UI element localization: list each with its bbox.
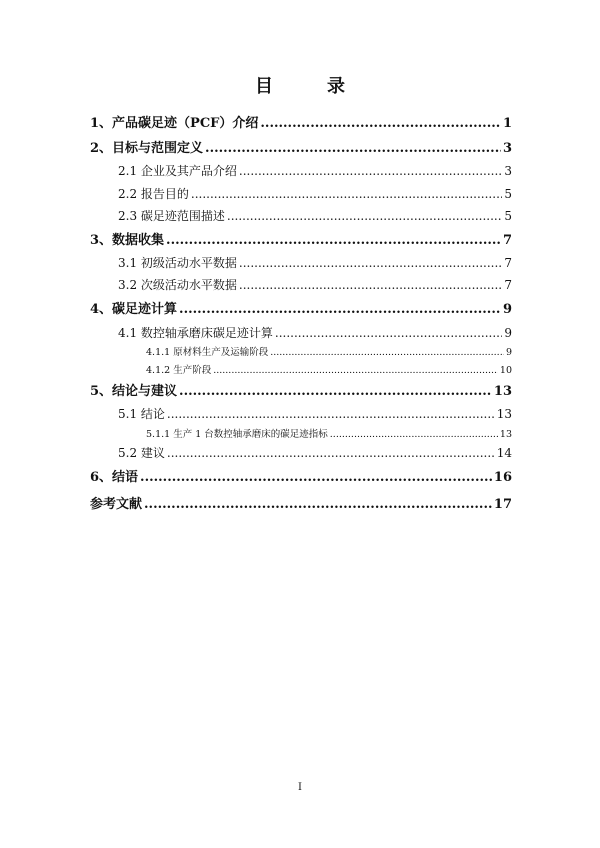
dot-leader <box>260 116 501 131</box>
toc-entry-page: 14 <box>496 446 512 460</box>
toc-entry-label: 6、结语 <box>90 470 139 485</box>
toc-entry[interactable] <box>90 380 512 399</box>
dot-leader <box>191 187 502 201</box>
toc-entry-page: 1 <box>502 116 512 131</box>
toc-entry-page: 9 <box>502 302 512 317</box>
toc-entry-page: 10 <box>499 365 512 376</box>
dot-leader <box>179 302 501 317</box>
toc-entry-label: 4.1.1 原材料生产及运输阶段 <box>146 347 269 358</box>
dot-leader <box>140 470 492 485</box>
toc-entry[interactable] <box>90 444 512 461</box>
dot-leader <box>227 209 502 223</box>
toc-entry-label: 5.1.1 生产 1 台数控轴承磨床的碳足迹指标 <box>146 429 328 440</box>
toc-entry[interactable] <box>90 137 512 156</box>
dot-leader <box>167 446 495 460</box>
toc-entry[interactable] <box>90 254 512 271</box>
dot-leader <box>330 429 498 440</box>
toc-entry-label: 5.1 结论 <box>118 407 165 421</box>
toc-entry[interactable] <box>90 185 512 202</box>
toc-entry-label: 5、结论与建议 <box>90 384 178 399</box>
toc-entry-label: 4.1 数控轴承磨床碳足迹计算 <box>118 326 273 340</box>
dot-leader <box>239 164 502 178</box>
toc-entry[interactable] <box>90 298 512 317</box>
toc-entry[interactable] <box>90 426 512 440</box>
toc-entry[interactable] <box>90 112 512 131</box>
toc-entry-page: 13 <box>496 407 512 421</box>
dot-leader <box>205 141 501 156</box>
toc-entry-page: 9 <box>504 326 512 340</box>
toc-entry-page: 7 <box>504 256 512 270</box>
toc-entry-label: 3、数据收集 <box>90 233 165 248</box>
toc-entry-label: 2.3 碳足迹范围描述 <box>118 209 225 223</box>
toc-entry-page: 3 <box>502 141 512 156</box>
toc-entry-page: 17 <box>493 497 512 512</box>
dot-leader <box>144 497 492 512</box>
toc-entry-label: 参考文献 <box>90 497 143 512</box>
toc-entry-label: 2.2 报告目的 <box>118 187 189 201</box>
toc-entry[interactable] <box>90 324 512 341</box>
toc-entry-page: 7 <box>502 233 512 248</box>
toc-entry-page: 13 <box>493 384 512 399</box>
toc-entry[interactable] <box>90 344 512 358</box>
dot-leader <box>270 347 504 358</box>
toc-entry-label: 2、目标与范围定义 <box>90 141 204 156</box>
toc-entry-label: 3.2 次级活动水平数据 <box>118 278 237 292</box>
toc-entry-page: 5 <box>504 187 512 201</box>
toc-entry-label: 4、碳足迹计算 <box>90 302 178 317</box>
toc-entry-label: 2.1 企业及其产品介绍 <box>118 164 237 178</box>
toc-entry-label: 3.1 初级活动水平数据 <box>118 256 237 270</box>
dot-leader <box>239 256 502 270</box>
toc-entry[interactable] <box>90 276 512 293</box>
dot-leader <box>213 365 498 376</box>
toc-entry[interactable] <box>90 466 512 485</box>
toc-entry-page: 13 <box>499 429 512 440</box>
toc-entry[interactable] <box>90 362 512 376</box>
toc-entry-label: 4.1.2 生产阶段 <box>146 365 212 376</box>
toc-entry-page: 9 <box>505 347 512 358</box>
toc-entry-page: 5 <box>504 209 512 223</box>
page-number: I <box>298 782 302 793</box>
dot-leader <box>167 407 495 421</box>
toc-entry-page: 3 <box>504 164 512 178</box>
toc-entry-page: 16 <box>493 470 512 485</box>
toc-entry-label: 5.2 建议 <box>118 446 165 460</box>
toc-entry[interactable] <box>90 405 512 422</box>
toc-entry[interactable] <box>90 229 512 248</box>
dot-leader <box>166 233 501 248</box>
toc-title: 目 录 <box>255 76 363 97</box>
dot-leader <box>239 278 502 292</box>
toc-entry[interactable] <box>90 207 512 224</box>
toc-entry[interactable] <box>90 493 512 512</box>
toc-entry-label: 1、产品碳足迹（PCF）介绍 <box>90 116 259 131</box>
dot-leader <box>179 384 492 399</box>
toc-entry[interactable] <box>90 162 512 179</box>
dot-leader <box>275 326 502 340</box>
toc-entry-page: 7 <box>504 278 512 292</box>
